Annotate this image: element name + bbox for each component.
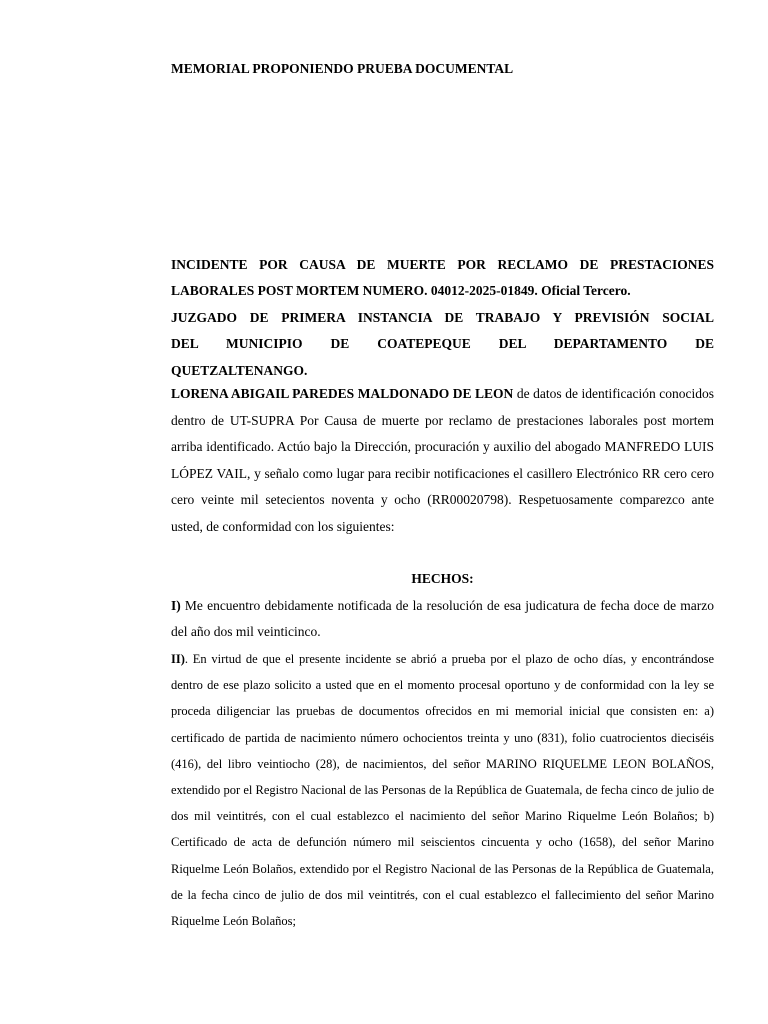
case-heading-line-5: QUETZALTENANGO. <box>171 362 308 378</box>
fact-item-2-text: En virtud de que el presente incidente se abrió a prueba por el plazo de ocho días, y encontrándose dentro de ese plazo solicito a usted que en el momento procesal oportuno y de conformidad con la ley se proceda diligenciar las pruebas de documentos ofrecidos en mi memorial inicial que consisten en: a) certificado de partida de nacimiento número ochocientos treinta y uno (831), folio cuatrocientos dieciséis (416), del libro veintiocho (28), de nacimientos, del señor MARINO RIQUELME LEON BOLAÑOS, extendido por el Registro Nacional de las Personas de la República de Guatemala, de fecha cinco de julio de dos mil veintitrés, con el cual establezco el nacimiento del señor Marino Riquelme León Bolaños; b) Certificado de acta de defunción número mil seiscientos cincuenta y ocho (1658), del señor Marino Riquelme León Bolaños, extendido por el Registro Nacional de las Personas de la República de Guatemala, de la fecha cinco de julio de dos mil veintitrés, con el cual establezco el fallecimiento del señor Marino Riquelme León Bolaños; <box>171 652 714 929</box>
intro-paragraph <box>171 381 714 540</box>
document-title: MEMORIAL PROPONIENDO PRUEBA DOCUMENTAL <box>171 61 514 76</box>
fact-item-2 <box>171 646 714 934</box>
fact-item-2-label: II) <box>171 652 185 666</box>
fact-item-1 <box>171 593 714 644</box>
case-heading-line-3: JUZGADO DE PRIMERA INSTANCIA DE TRABAJO Y PREVISIÓN SOCIAL <box>171 309 714 325</box>
fact-item-1-label: I) <box>171 598 181 613</box>
fact-item-1-text: Me encuentro debidamente notificada de la resolución de esa judicatura de fecha doce de marzo del año dos mil veinticinco. <box>171 598 714 639</box>
case-heading <box>171 252 714 384</box>
petitioner-name: LORENA ABIGAIL PAREDES MALDONADO DE LEON <box>171 386 514 401</box>
intro-text: de datos de identificación conocidos dentro de UT-SUPRA Por Causa de muerte por reclamo de prestaciones laborales post mortem arriba identificado. Actúo bajo la Dirección, procuración y auxilio del abogado MANFREDO LUIS LÓPEZ VAIL, y señalo como lugar para recibir notificaciones el casillero Electrónico RR cero cero cero veinte mil setecientos noventa y ocho (RR00020798). Respetuosamente comparezco ante usted, de conformidad con los siguientes: <box>171 386 714 534</box>
case-heading-line-4: DEL MUNICIPIO DE COATEPEQUE DEL DEPARTAMENTO DE <box>171 336 714 352</box>
case-heading-line-1: INCIDENTE POR CAUSA DE MUERTE POR RECLAMO DE PRESTACIONES <box>171 257 714 272</box>
case-heading-line-2: LABORALES POST MORTEM NUMERO. 04012-2025-01849. Oficial Tercero. <box>171 283 631 299</box>
hechos-heading: HECHOS: <box>411 571 474 586</box>
fact-item-2-punct: . <box>184 652 189 666</box>
